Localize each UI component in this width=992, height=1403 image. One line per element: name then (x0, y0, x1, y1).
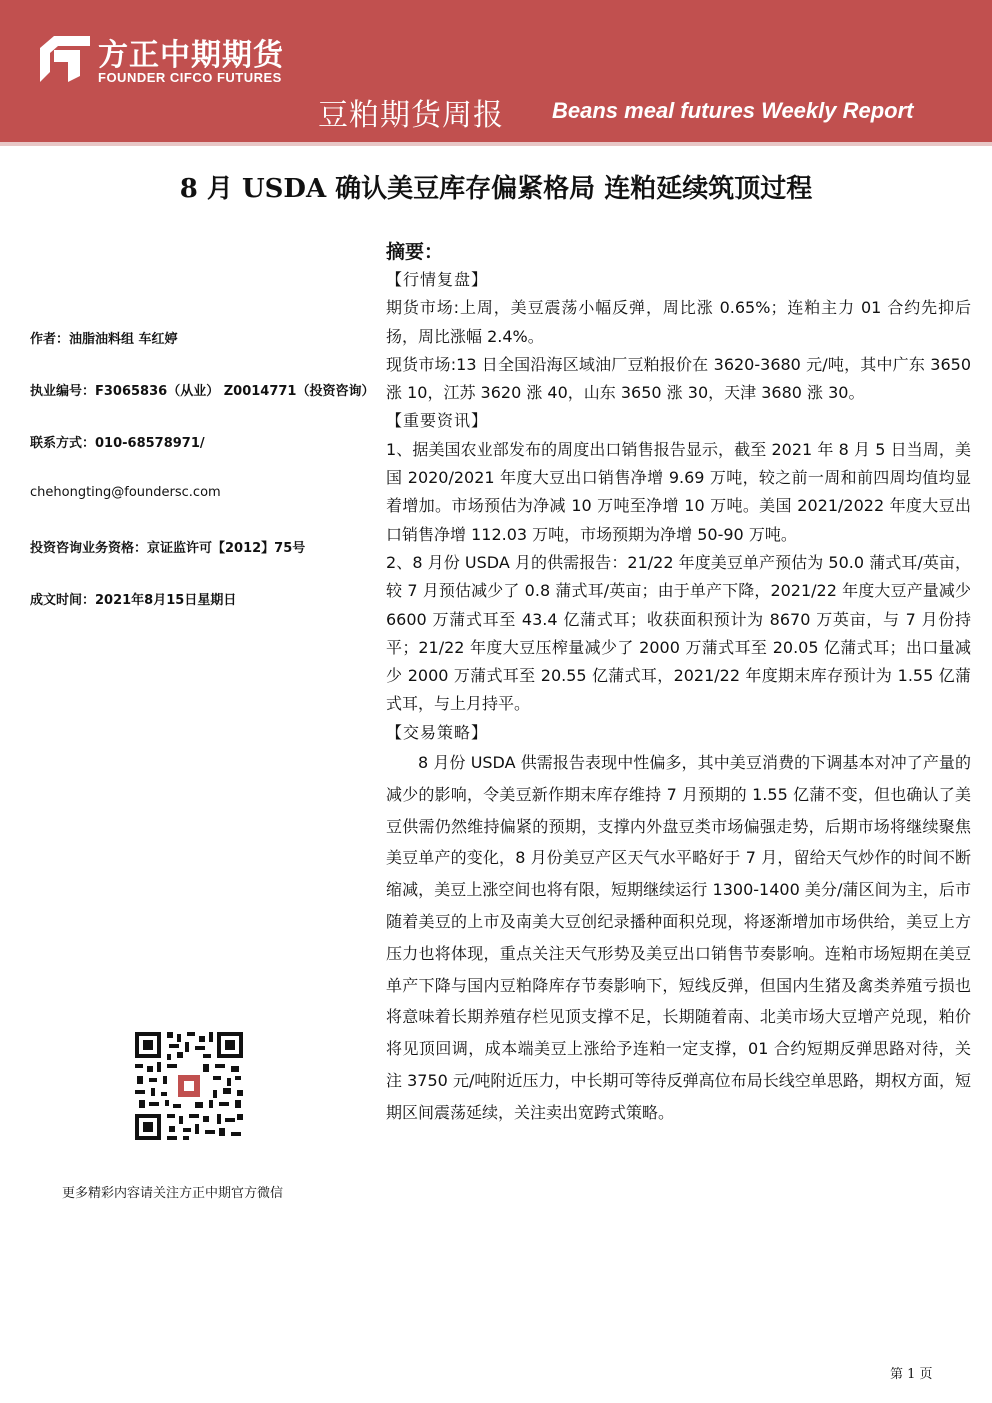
spot-market-text: 现货市场:13 日全国沿海区域油厂豆粕报价在 3620-3680 元/吨，其中广东 3650 涨 10，江苏 3620 涨 40，山东 3650 涨 30，天津 3680 涨 30。 (386, 354, 971, 403)
strategy-text: 8 月份 USDA 供需报告表现中性偏多，其中美豆消费的下调基本对冲了产量的减少的影响，令美豆新作期末库存维持 7 月预期的 1.55 亿蒲不变，但也确认了美豆供需仍然维持偏紧的预期，支撑内外盘豆类市场偏强走势，后期市场将继续聚焦美豆单产的变化，8 月份美豆产区天气水平略好于 7 月，留给天气炒作的时间不断缩减，美豆上涨空间也将有限，短期继续运行 1300-1400 美分/蒲区间为主，后市随着美豆的上市及南美大豆创纪录播种面积兑现，将逐渐增加市场供给，美豆上方压力也将体现，重点关注天气形势及美豆出口销售节奏影响。连粕市场短期在美豆单产下降与国内豆粕降库存节奏影响下，短线反弹，但国内生猪及禽类养殖亏损也将意味着长期养殖存栏见顶支撑不足，长期随着南、北美市场大豆增产兑现，粕价将见顶回调，成本端美豆上涨给予连粕一定支撑，01 合约短期反弹思路对待，关注 3750 元/吨附近压力，中长期可等待反弹高位布局长线空单思路，期权方面，短期区间震荡延续，关注卖出宽跨式策略。 (386, 753, 971, 1122)
futures-market-text: 期货市场:上周，美豆震荡小幅反弹，周比涨 0.65%；连粕主力 01 合约先抑后扬，周比涨幅 2.4%。 (386, 298, 971, 346)
section-heading-news: 【重要资讯】 (386, 411, 489, 431)
email-line[interactable]: chehongting@foundersc.com (30, 485, 221, 500)
company-logo-icon (40, 36, 90, 82)
company-name-cn: 方正中期期货 (98, 38, 284, 73)
company-name-en: FOUNDER CIFCO FUTURES (98, 70, 282, 85)
date-line: 成文时间：2021年8月15日星期日 (30, 593, 237, 608)
section-heading-review: 【行情复盘】 (386, 270, 489, 289)
abstract-title: 摘要： (386, 241, 444, 263)
page-title: 8 月 USDA 确认美豆库存偏紧格局 连粕延续筑顶过程 (179, 174, 813, 204)
author-line: 作者：油脂油料组 车红婷 (30, 332, 178, 347)
abstract-body (386, 266, 971, 1129)
qr-code-icon (133, 1030, 245, 1142)
page-number: 第 1 页 (890, 1367, 933, 1382)
license-line: 执业编号：F3065836（从业） Z0014771（投资咨询） (30, 384, 375, 399)
report-title-cn: 豆粕期货周报 (318, 98, 504, 133)
qr-caption: 更多精彩内容请关注方正中期官方微信 (62, 1186, 284, 1201)
section-heading-strategy: 【交易策略】 (386, 722, 489, 742)
header-divider (0, 142, 992, 146)
news-item-1: 1、据美国农业部发布的周度出口销售报告显示，截至 2021 年 8 月 5 日当周，美国 2020/2021 年度大豆出口销售净增 9.69 万吨，较之前一周和前四周均值均显着增加。市场预估为净减 10 万吨至净增 10 万吨。美国 2021/2022 年度大豆出口销售净增 112.03 万吨，市场预期为净增 50-90 万吨。 (386, 439, 971, 544)
news-item-2: 2、8 月份 USDA 月的供需报告：21/22 年度美豆单产预估为 50.0 蒲式耳/英亩，较 7 月预估减少了 0.8 蒲式耳/英亩；由于单产下降，2021/22 年度大豆产量减少 6600 万蒲式耳至 43.4 亿蒲式耳；收获面积预计为 8670 万英亩，与 7 月份持平；21/22 年度大豆压榨量减少了 2000 万蒲式耳至 20.05 亿蒲式耳；出口量减少 2000 万蒲式耳至 20.55 亿蒲式耳，2021/22 年度期末库存预计为 1.55 亿蒲式耳，与上月持平。 (386, 552, 971, 714)
qualification-line: 投资咨询业务资格：京证监许可【2012】75号 (30, 541, 306, 556)
contact-line: 联系方式：010-68578971/ (30, 436, 205, 451)
report-title-en: Beans meal futures Weekly Report (552, 98, 914, 123)
